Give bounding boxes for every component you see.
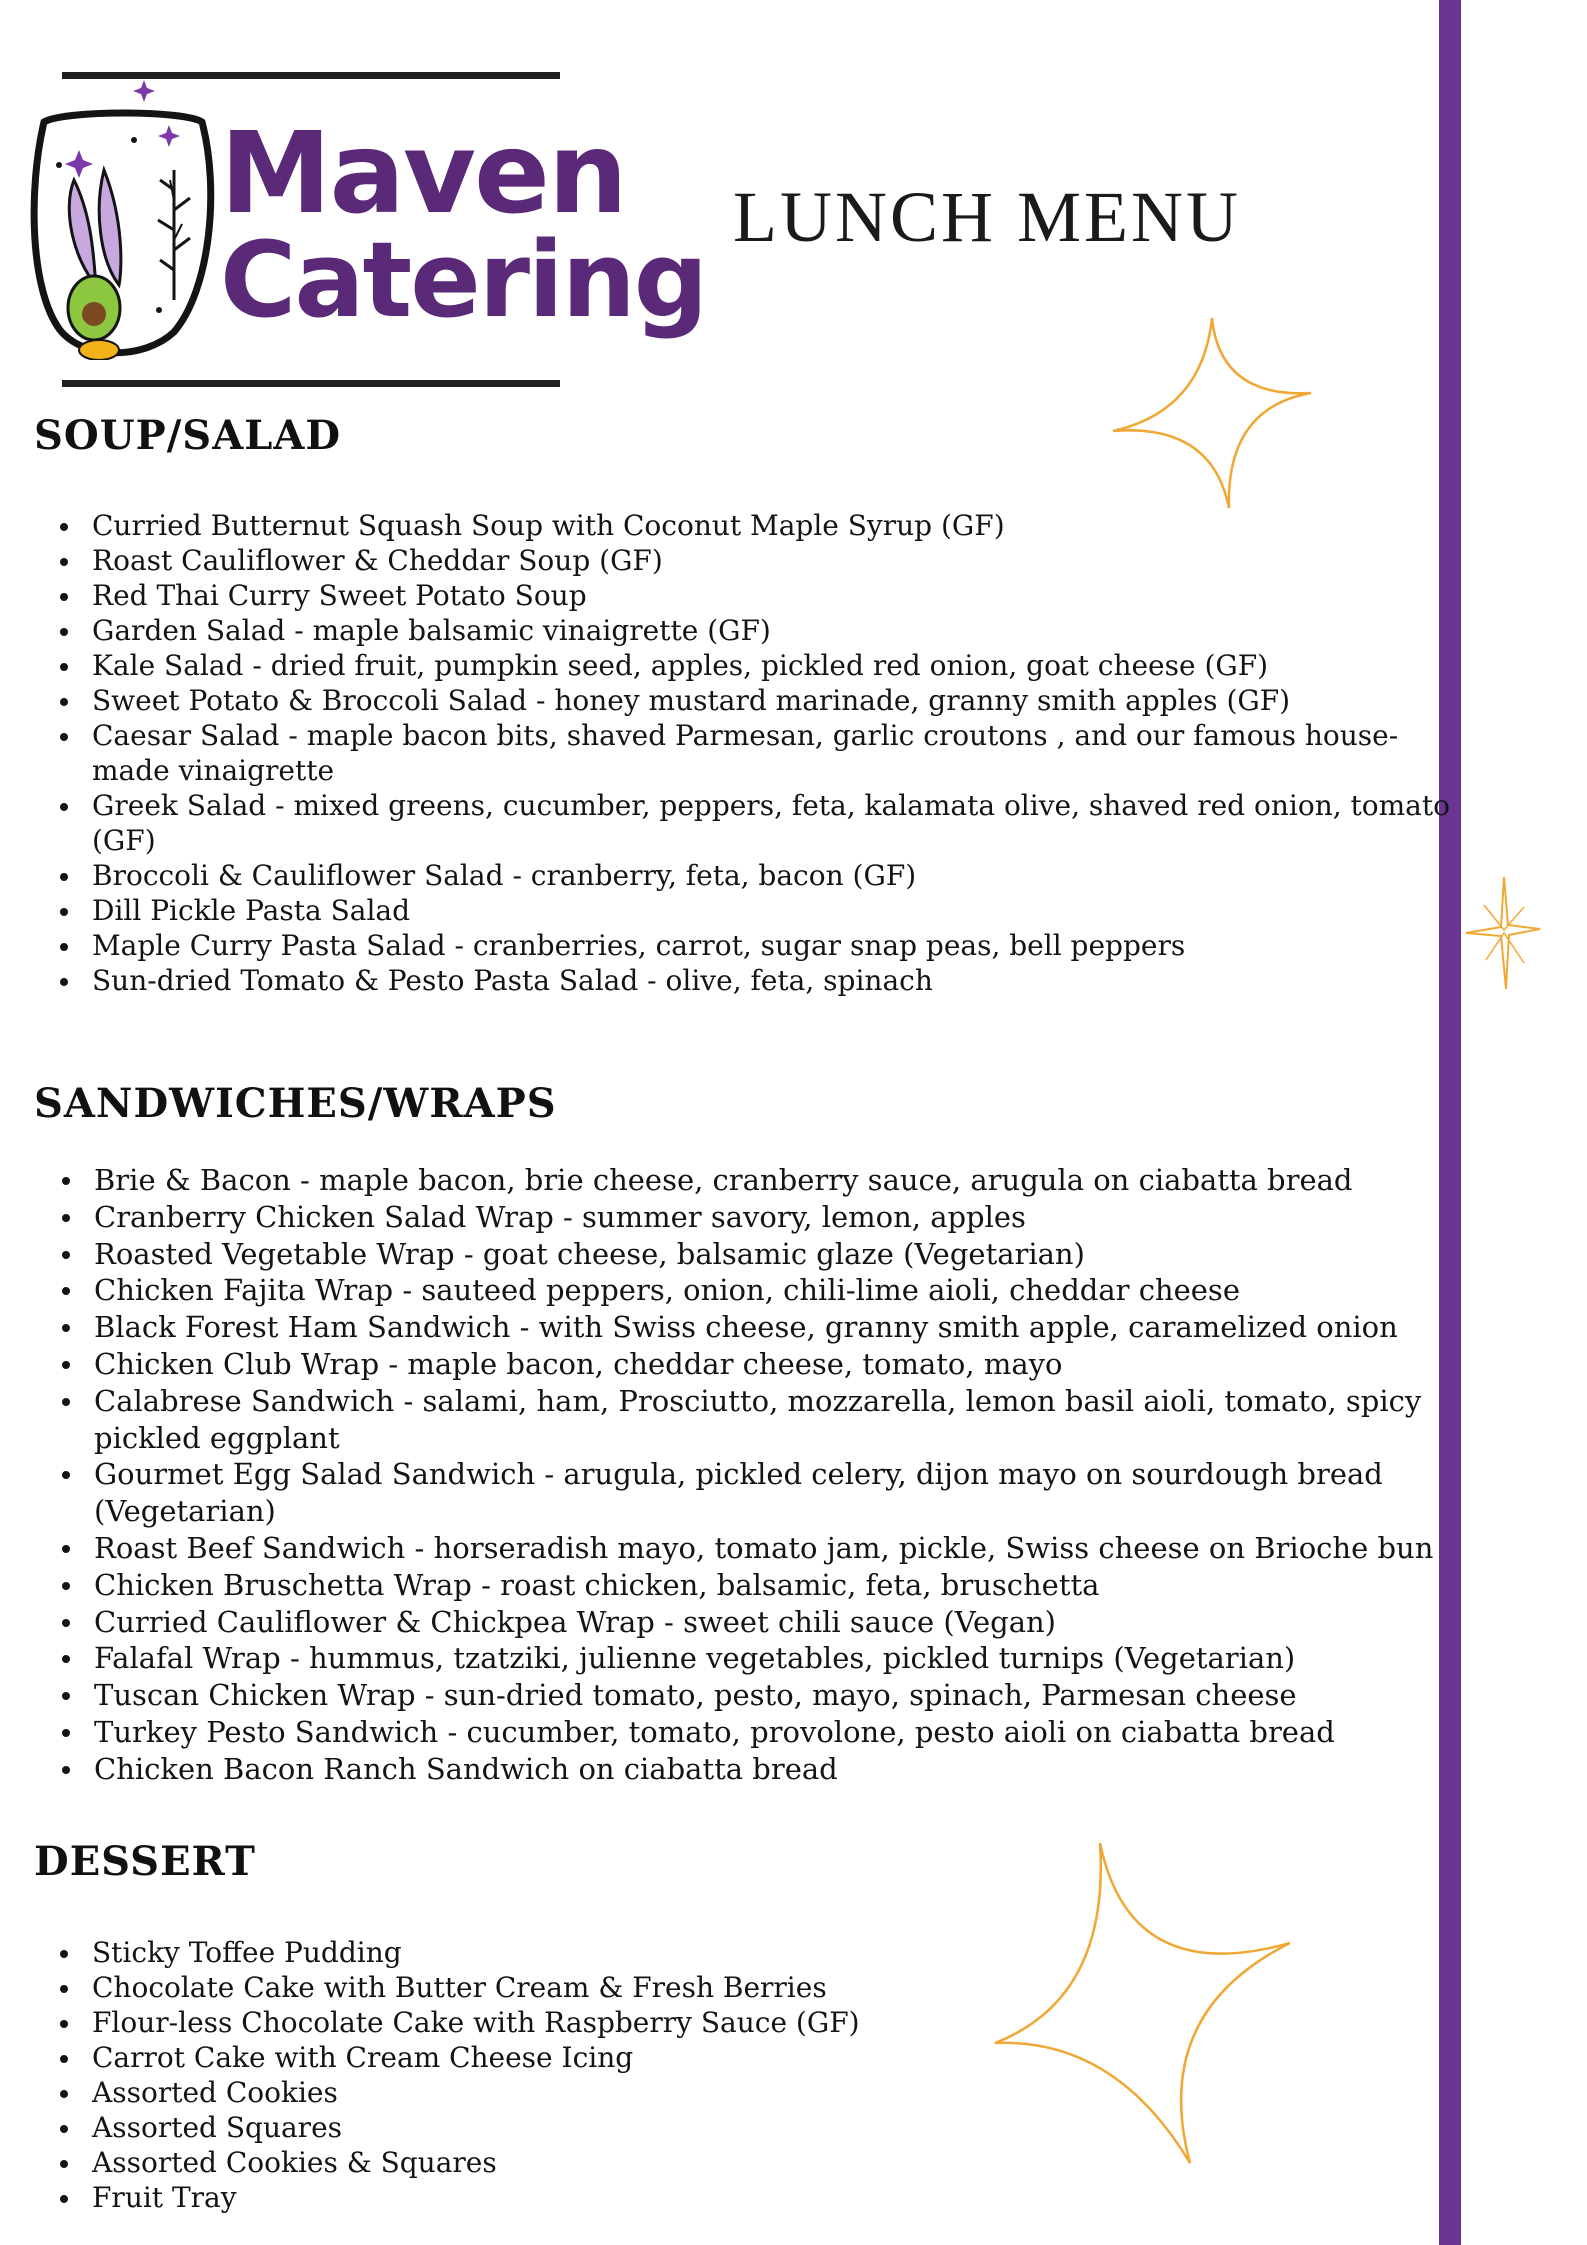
section-heading-soup-salad: SOUP/SALAD — [34, 412, 342, 459]
list-item: Brie & Bacon - maple bacon, brie cheese, cranberry sauce, arugula on ciabatta bread — [94, 1162, 1524, 1199]
list-item: Sticky Toffee Pudding — [92, 1935, 992, 1970]
star-decoration-icon — [1108, 313, 1316, 513]
list-item: Dill Pickle Pasta Salad — [92, 893, 1452, 928]
list-item: Assorted Cookies & Squares — [92, 2145, 992, 2180]
list-item: Roast Beef Sandwich - horseradish mayo, tomato jam, pickle, Swiss cheese on Brioche bun — [94, 1530, 1524, 1567]
list-item: Black Forest Ham Sandwich - with Swiss cheese, granny smith apple, caramelized onion — [94, 1309, 1524, 1346]
section-heading-dessert: DESSERT — [34, 1838, 256, 1885]
logo-bottom-rule — [62, 380, 560, 387]
sandwiches-wraps-list — [36, 1162, 1524, 1788]
list-item: Assorted Cookies — [92, 2075, 992, 2110]
list-item: Chicken Bacon Ranch Sandwich on ciabatta bread — [94, 1751, 1524, 1788]
list-item: Tuscan Chicken Wrap - sun-dried tomato, pesto, mayo, spinach, Parmesan cheese — [94, 1677, 1524, 1714]
list-item: Chicken Club Wrap - maple bacon, cheddar cheese, tomato, mayo — [94, 1346, 1524, 1383]
list-item: Cranberry Chicken Salad Wrap - summer savory, lemon, apples — [94, 1199, 1524, 1236]
list-item: Maple Curry Pasta Salad - cranberries, carrot, sugar snap peas, bell peppers — [92, 928, 1452, 963]
brand-name-line2: Catering — [220, 219, 707, 341]
purple-side-bar — [1439, 0, 1461, 2245]
list-item: Garden Salad - maple balsamic vinaigrette (GF) — [92, 613, 1452, 648]
list-item: Broccoli & Cauliflower Salad - cranberry, feta, bacon (GF) — [92, 858, 1452, 893]
list-item: Calabrese Sandwich - salami, ham, Prosciutto, mozzarella, lemon basil aioli, tomato, spicy pickled eggplant — [94, 1383, 1524, 1457]
list-item: Curried Cauliflower & Chickpea Wrap - sweet chili sauce (Vegan) — [94, 1604, 1524, 1641]
brand-name-line1: Maven — [220, 109, 626, 239]
list-item: Turkey Pesto Sandwich - cucumber, tomato, provolone, pesto aioli on ciabatta bread — [94, 1714, 1524, 1751]
star-decoration-large-icon — [990, 1838, 1290, 2168]
wine-glass-illustration-icon — [24, 70, 224, 360]
dessert-list — [34, 1935, 992, 2215]
list-item: Caesar Salad - maple bacon bits, shaved Parmesan, garlic croutons , and our famous house-made vinaigrette — [92, 718, 1452, 788]
list-item: Carrot Cake with Cream Cheese Icing — [92, 2040, 992, 2075]
list-item: Falafal Wrap - hummus, tzatziki, julienne vegetables, pickled turnips (Vegetarian) — [94, 1640, 1524, 1677]
list-item: Roast Cauliflower & Cheddar Soup (GF) — [92, 543, 1452, 578]
list-item: Gourmet Egg Salad Sandwich - arugula, pickled celery, dijon mayo on sourdough bread (Vegetarian) — [94, 1456, 1524, 1530]
list-item: Greek Salad - mixed greens, cucumber, peppers, feta, kalamata olive, shaved red onion, tomato (GF) — [92, 789, 1450, 857]
star-decoration-small-icon — [1464, 875, 1542, 991]
list-item: Chicken Bruschetta Wrap - roast chicken, balsamic, feta, bruschetta — [94, 1567, 1524, 1604]
list-item: Assorted Squares — [92, 2110, 992, 2145]
page-title: LUNCH MENU — [733, 177, 1241, 257]
soup-salad-list — [34, 508, 1452, 998]
section-heading-sandwiches-wraps: SANDWICHES/WRAPS — [34, 1080, 557, 1127]
list-item: Kale Salad - dried fruit, pumpkin seed, apples, pickled red onion, goat cheese (GF) — [92, 648, 1452, 683]
list-item: Red Thai Curry Sweet Potato Soup — [92, 578, 1452, 613]
list-item: Chicken Fajita Wrap - sauteed peppers, onion, chili-lime aioli, cheddar cheese — [94, 1272, 1524, 1309]
list-item: Flour-less Chocolate Cake with Raspberry Sauce (GF) — [92, 2005, 992, 2040]
list-item: Fruit Tray — [92, 2180, 992, 2215]
list-item: Sweet Potato & Broccoli Salad - honey mustard marinade, granny smith apples (GF) — [92, 683, 1452, 718]
list-item: Sun-dried Tomato & Pesto Pasta Salad - olive, feta, spinach — [92, 963, 1452, 998]
list-item: Curried Butternut Squash Soup with Coconut Maple Syrup (GF) — [92, 508, 1452, 543]
list-item: Chocolate Cake with Butter Cream & Fresh Berries — [92, 1970, 992, 2005]
list-item: Roasted Vegetable Wrap - goat cheese, balsamic glaze (Vegetarian) — [94, 1236, 1524, 1273]
